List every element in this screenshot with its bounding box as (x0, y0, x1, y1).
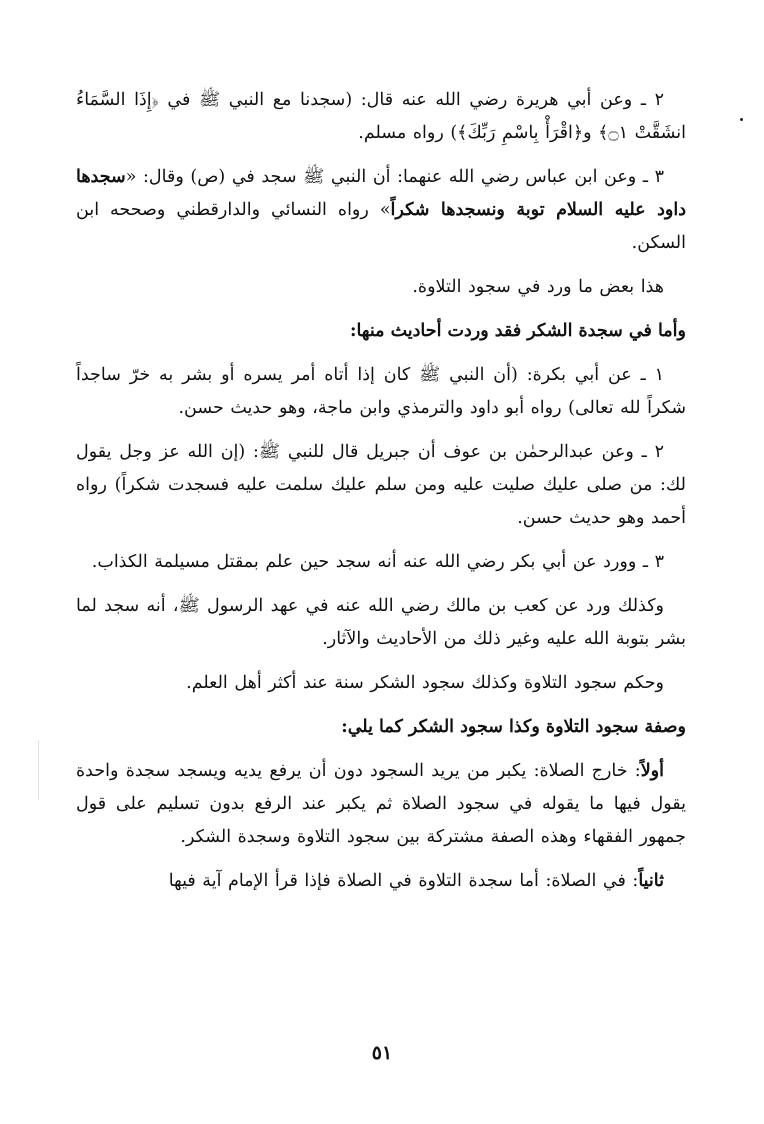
ibn-abbas-text-end: » رواه النسائي والدارقطني وصححه ابن السكن. (76, 200, 686, 253)
first-text: : خارج الصلاة: يكبر من يريد السجود دون أن يرفع يديه ويسجد سجدة واحدة يقول فيها ما يقوله في سجود الصلاة ثم يكبر عند الرفع بدون تسليم على قول جمهور الفقهاء وهذه الصفة مشتركة بين سجود التلاوة وسجدة الشكر. (76, 761, 686, 847)
ibn-abbas-text-start: ٣ ـ وعن ابن عباس رضي الله عنهما: أن النبي ﷺ سجد في (ص) وقال: « (125, 167, 664, 187)
paragraph-hadith-abu-hurayra: ٢ ـ وعن أبي هريرة رضي الله عنه قال: (سجدنا مع النبي ﷺ في ﴿إِذَا السَّمَاءُ انشَقَّتْ ۝١﴾ و﴿اقْرَأْ بِاسْمِ رَبِّكَ﴾) رواه مسلم. (76, 90, 686, 143)
first-label: أولاً (640, 761, 664, 781)
paragraph-hadith-abdulrahman: ٢ ـ وعن عبدالرحمٰن بن عوف أن جبريل قال للنبي ﷺ: (إن الله عز وجل يقول لك: من صلى عليك صليت عليه ومن سلم عليك سلمت عليه فسجدت شكراً) رواه أحمد وهو حديث حسن. (76, 442, 686, 528)
second-label: ثانياً (638, 871, 664, 891)
paragraph-abu-bakr: ٣ ـ وورد عن أبي بكر رضي الله عنه أنه سجد حين علم بمقتل مسيلمة الكذاب. (91, 552, 664, 572)
paragraph-summary-tilawa: هذا بعض ما ورد في سجود التلاوة. (412, 277, 664, 297)
paragraph-ruling: وحكم سجود التلاوة وكذلك سجود الشكر سنة عند أكثر أهل العلم. (186, 673, 664, 693)
ibn-abbas-quote-bold: سجدها داود عليه السلام توبة ونسجدها شكراً (76, 167, 687, 220)
heading-sajdat-al-shukr: وأما في سجدة الشكر فقد وردت أحاديث منها: (349, 321, 686, 341)
second-text: : في الصلاة: أما سجدة التلاوة في الصلاة فإذا قرأ الإمام آية فيها (168, 871, 639, 891)
paragraph-hadith-ibn-abbas (76, 161, 686, 260)
paragraph-first-outside-prayer (76, 755, 686, 854)
paragraph-kaab-ibn-malik: وكذلك ورد عن كعب بن مالك رضي الله عنه في عهد الرسول ﷺ، أنه سجد لما بشر بتوبة الله عليه وغير ذلك من الأحاديث والآثار. (76, 596, 686, 649)
page-body (76, 84, 686, 909)
margin-dot (740, 118, 743, 121)
scan-artifact (38, 740, 39, 800)
paragraph-hadith-abu-bakra: ١ ـ عن أبي بكرة: (أن النبي ﷺ كان إذا أتاه أمر يسره أو بشر به خرّ ساجداً شكراً لله تعالى) رواه أبو داود والترمذي وابن ماجة، وهو حديث حسن. (76, 365, 686, 418)
paragraph-second-in-prayer (76, 865, 686, 898)
page-number: ٥١ (371, 1042, 393, 1064)
heading-description: وصفة سجود التلاوة وكذا سجود الشكر كما يلي: (341, 717, 686, 737)
